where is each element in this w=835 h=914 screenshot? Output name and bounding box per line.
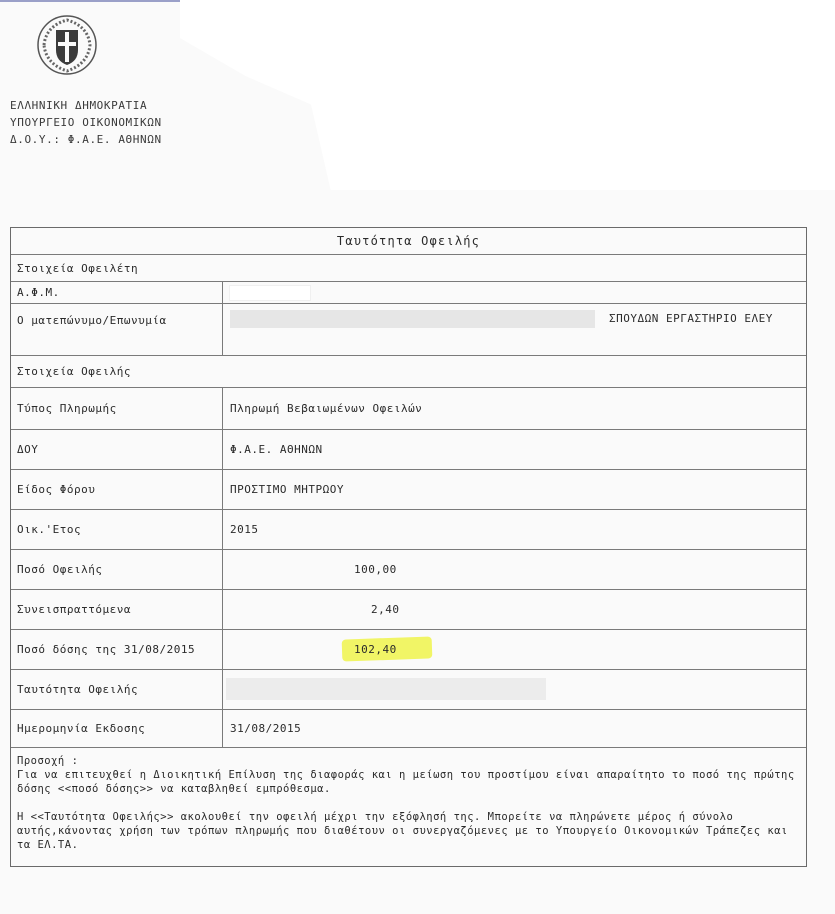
debt-id-redaction — [226, 678, 546, 700]
table-row — [11, 630, 806, 670]
issuer-header — [10, 97, 162, 148]
notice-paragraph-2: Η <<Ταυτότητα Οφειλής>> ακολουθεί την οφειλή μέχρι την εξόφλησή της. Μπορείτε να πληρώνετε μέρος ή σύνολο αυτής,κάνοντας χρήση των τρόπων πληρωμής που διαθέτουν οι συνεργαζόμενες με το Υπουργείο Οικονομικών Τράπεζες και τα ΕΛ.ΤΑ. — [17, 811, 788, 851]
table-row — [11, 470, 806, 510]
debt-amount-label: Ποσό Οφειλής — [11, 550, 223, 589]
installment-amount: 102,40 — [354, 643, 397, 656]
fiscal-year-label: Οικ.'Ετος — [11, 510, 223, 549]
afm-value — [224, 282, 806, 303]
notice-block — [11, 748, 806, 866]
folded-corner — [180, 0, 835, 190]
issue-date-label: Ημερομηνία Εκδοσης — [11, 710, 223, 747]
tax-office-label: ΔΟΥ — [11, 430, 223, 469]
table-row — [11, 388, 806, 430]
surcharges-value: 2,40 — [371, 603, 400, 616]
afm-redaction — [230, 286, 310, 300]
table-row — [11, 590, 806, 630]
table-row — [11, 510, 806, 550]
name-value — [224, 304, 806, 355]
tax-type-value: ΠΡΟΣΤΙΜΟ ΜΗΤΡΩΟΥ — [230, 483, 344, 496]
issue-date-value: 31/08/2015 — [230, 722, 302, 735]
notice-title: Προσοχή : — [17, 755, 79, 767]
table-row — [11, 710, 806, 748]
debtor-section-header: Στοιχεία Οφειλέτη — [11, 255, 806, 282]
debt-id-label: Ταυτότητα Οφειλής — [11, 670, 223, 709]
table-row — [11, 670, 806, 710]
payment-type-value: Πληρωμή Βεβαιωμένων Οφειλών — [230, 402, 423, 415]
tax-office-value: Φ.Α.Ε. ΑΘΗΝΩΝ — [230, 443, 323, 456]
surcharges-label: Συνεισπραττόμενα — [11, 590, 223, 629]
debt-amount-value: 100,00 — [354, 563, 397, 576]
header-line-tax-office: Δ.Ο.Υ.: Φ.Α.Ε. ΑΘΗΝΩΝ — [10, 133, 162, 146]
header-line-republic: ΕΛΛΗΝΙΚΗ ΔΗΜΟΚΡΑΤΙΑ — [10, 99, 148, 112]
fiscal-year-value: 2015 — [230, 523, 259, 536]
greek-coat-of-arms-icon — [36, 14, 98, 76]
name-visible-text: ΣΠΟΥΔΩΝ ΕΡΓΑΣΤΗΡΙΟ ΕΛΕΥ — [609, 312, 773, 325]
installment-value — [224, 630, 806, 669]
header-line-ministry: ΥΠΟΥΡΓΕΙΟ ΟΙΚΟΝΟΜΙΚΩΝ — [10, 116, 162, 129]
table-title: Ταυτότητα Οφειλής — [11, 228, 806, 255]
debt-section-header: Στοιχεία Οφειλής — [11, 356, 806, 388]
table-row — [11, 550, 806, 590]
afm-label: Α.Φ.Μ. — [11, 282, 223, 303]
installment-label: Ποσό δόσης της 31/08/2015 — [11, 630, 223, 669]
name-label: Ο ματεπώνυμο/Επωνυμία — [11, 304, 223, 355]
name-redaction — [230, 310, 595, 328]
table-row — [11, 430, 806, 470]
notice-paragraph-1: Για να επιτευχθεί η Διοικητική Επίλυση της διαφοράς και η μείωση του προστίμου είναι απαραίτητο το ποσό της πρώτης δόσης <<ποσό δόσης>> να καταβληθεί εμπρόθεσμα. — [17, 769, 795, 795]
debt-id-value — [224, 670, 806, 709]
debt-id-table — [10, 227, 807, 867]
afm-row — [11, 282, 806, 304]
payment-type-label: Τύπος Πληρωμής — [11, 388, 223, 429]
name-row — [11, 304, 806, 356]
tax-type-label: Είδος Φόρου — [11, 470, 223, 509]
